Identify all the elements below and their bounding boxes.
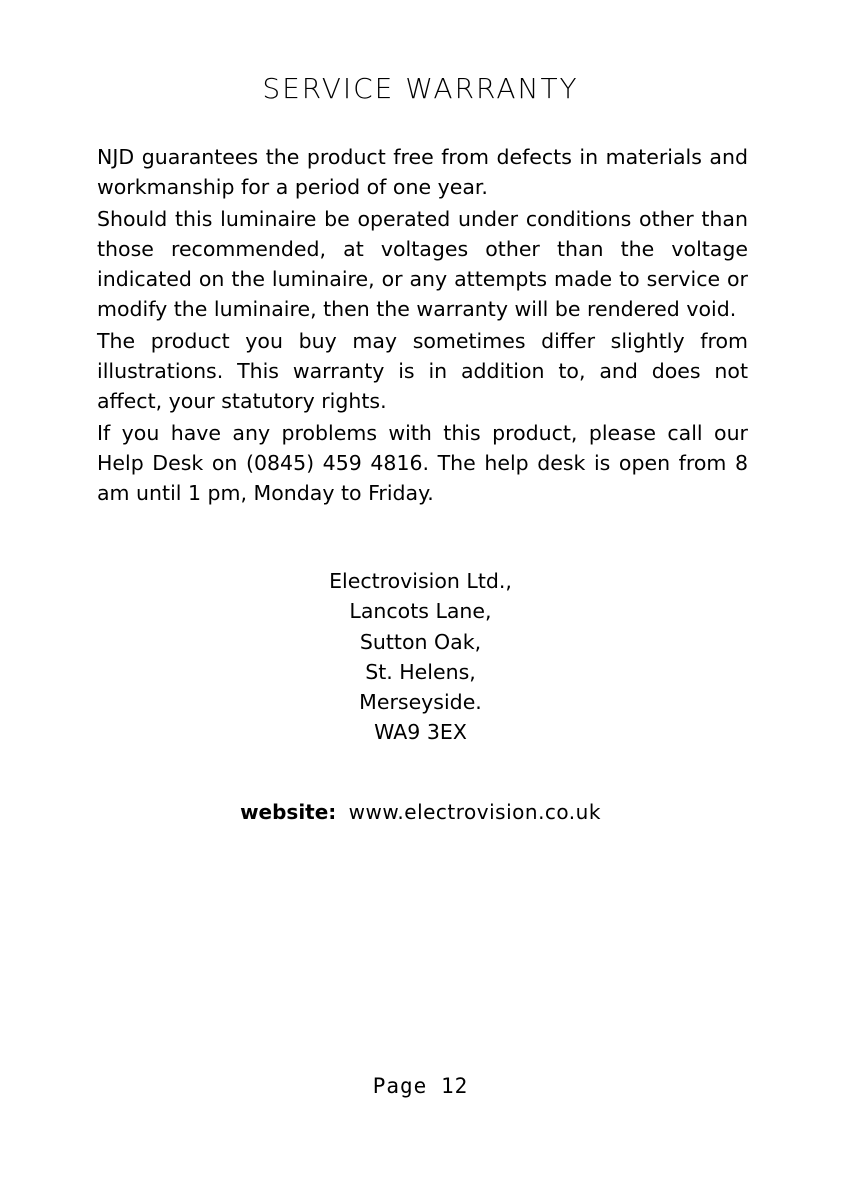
- website-url[interactable]: www.electrovision.co.uk: [348, 800, 601, 824]
- paragraph-statutory-rights: The product you buy may sometimes differ slightly from illustrations. This warranty is in addition to, and does not affect, your statutory rights.: [97, 328, 748, 414]
- company-address: [0, 566, 841, 748]
- address-line-company: Electrovision Ltd.,: [329, 569, 512, 593]
- address-line-street: Lancots Lane,: [349, 599, 492, 624]
- page-number: Page 12: [372, 1074, 469, 1098]
- address-line-area: Sutton Oak,: [359, 629, 482, 654]
- address-line-county: Merseyside.: [359, 690, 482, 715]
- website-line: [0, 797, 841, 827]
- paragraph-help-desk: If you have any problems with this product, please call our Help Desk on (0845) 459 4816. The help desk is open from 8 am until 1 pm, Monday to Friday.: [97, 420, 748, 506]
- paragraph-guarantee: NJD guarantees the product free from defects in materials and workmanship for a period of one year.: [97, 145, 748, 200]
- warranty-body: [97, 142, 748, 510]
- paragraph-void-conditions: Should this luminaire be operated under conditions other than those recommended, at voltages other than the voltage indicated on the luminaire, or any attempts made to service or modify the luminaire, then the warranty will be rendered void.: [97, 206, 748, 322]
- address-line-town: St. Helens,: [365, 659, 476, 684]
- address-line-postcode: WA9 3EX: [374, 720, 467, 745]
- page-title: SERVICE WARRANTY: [262, 72, 579, 105]
- website-label: website:: [240, 800, 337, 824]
